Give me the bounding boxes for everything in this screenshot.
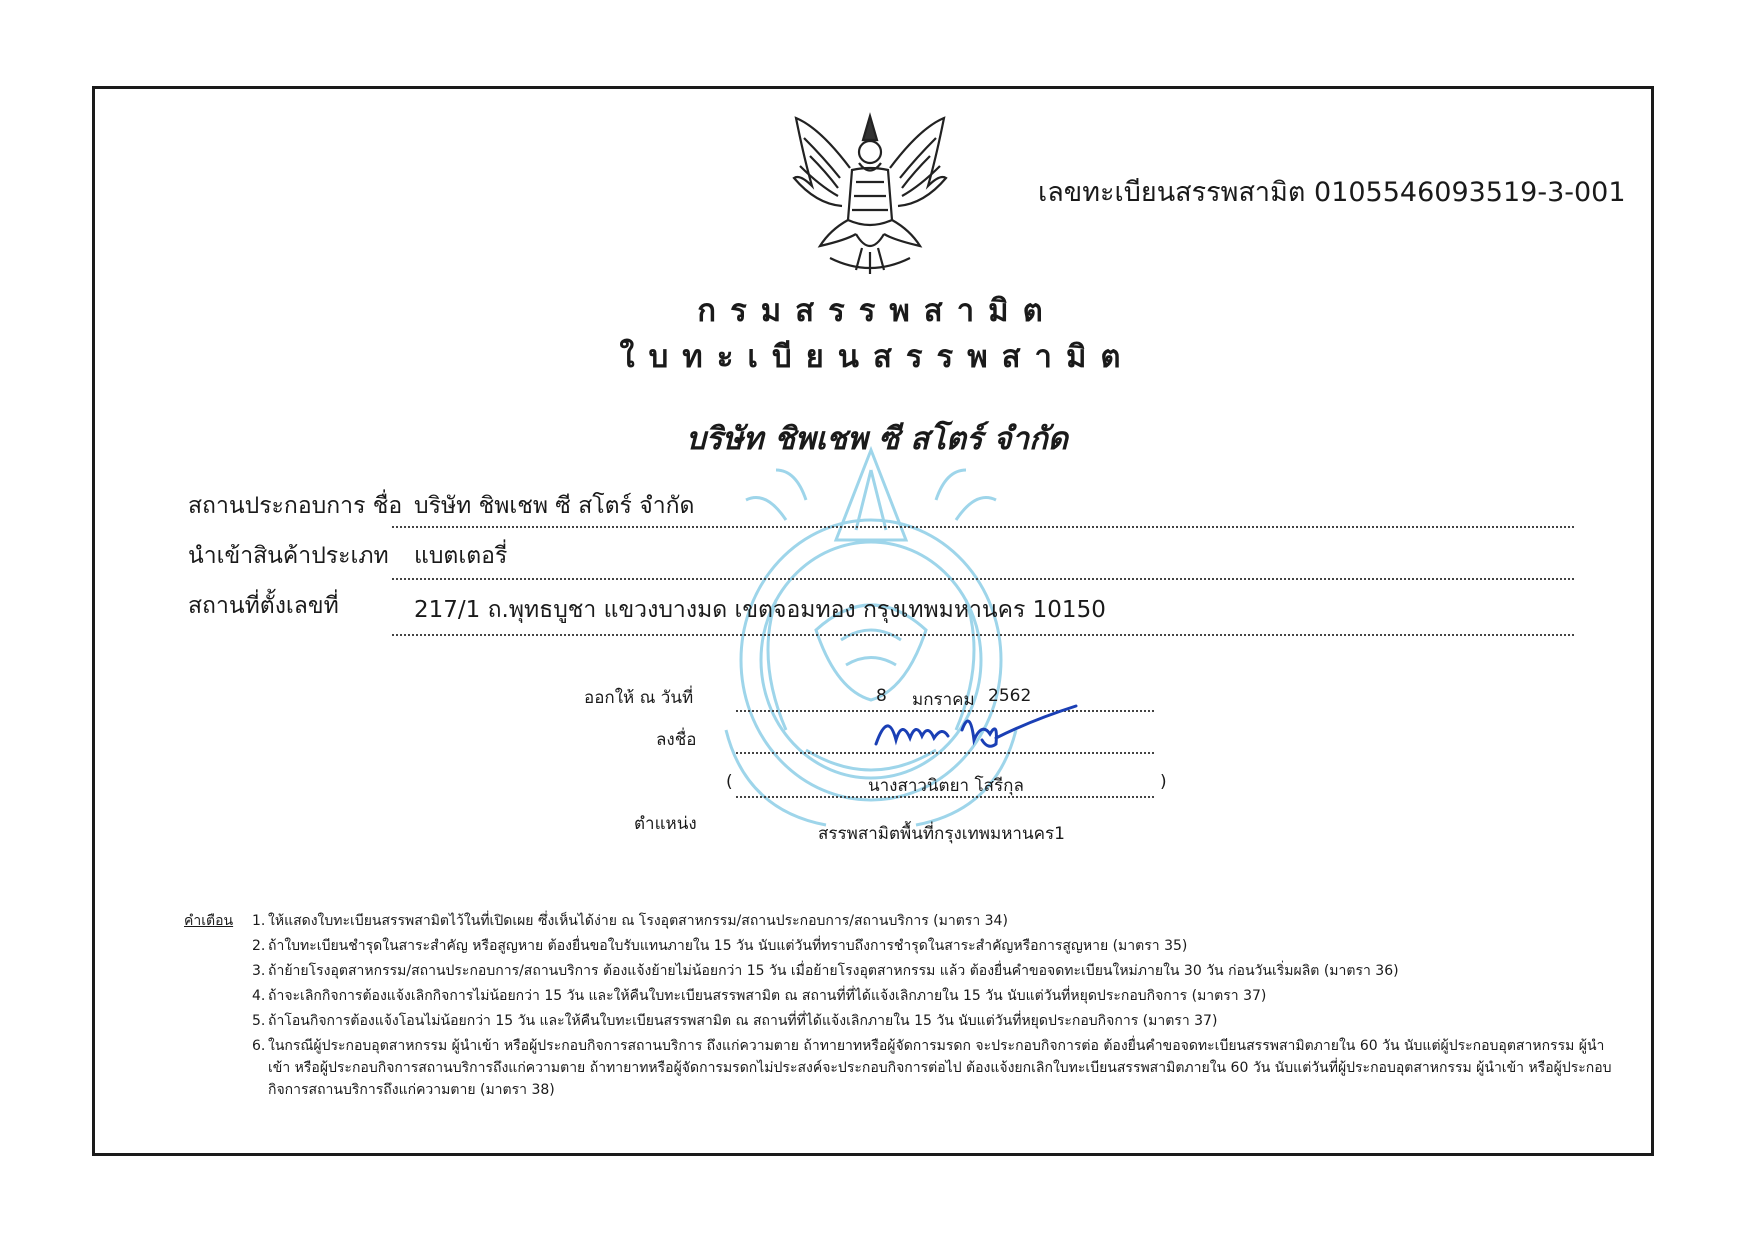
warning-number: 2. [252, 938, 266, 954]
issue-date-label: ออกให้ ณ วันที่ [584, 688, 694, 708]
issue-year: 2562 [988, 686, 1032, 706]
signer-close-paren: ) [1160, 772, 1167, 792]
position-label: ตำแหน่ง [634, 814, 697, 834]
issue-day: 8 [876, 686, 887, 706]
field-value-import-type: แบตเตอรี่ [414, 543, 508, 569]
warning-text: ถ้าใบทะเบียนชำรุดในสาระสำคัญ หรือสูญหาย ต้องยื่นขอใบรับแทนภายใน 15 วัน นับแต่วันที่ทราบถึงการชำรุดในสาระสำคัญหรือการสูญหาย (มาตรา 35) [268, 938, 1188, 954]
warnings-list [252, 910, 1622, 1104]
field-value-establishment: บริษัท ชิพเชพ ซี สโตร์ จำกัด [414, 493, 695, 519]
name-underline [736, 796, 1154, 798]
signature-underline [736, 752, 1154, 754]
warning-item [252, 960, 1622, 982]
warning-item [252, 985, 1622, 1007]
registration-number: เลขทะเบียนสรรพสามิต 0105546093519-3-001 [1038, 177, 1626, 208]
warnings-heading: คำเตือน [184, 913, 234, 929]
warning-text: ถ้าจะเลิกกิจการต้องแจ้งเลิกกิจการไม่น้อยกว่า 15 วัน และให้คืนใบทะเบียนสรรพสามิต ณ สถานที่ที่ได้แจ้งเลิกภายใน 15 วัน นับแต่วันที่หยุดประกอบกิจการ (มาตรา 37) [268, 988, 1267, 1004]
field-label-establishment: สถานประกอบการ ชื่อ [188, 493, 403, 519]
issue-month: มกราคม [912, 690, 975, 710]
warning-number: 4. [252, 988, 266, 1004]
company-heading: บริษัท ชิพเชพ ซี สโตร์ จำกัด [686, 421, 1068, 457]
signer-name: นางสาวนิตยา โสรีกุล [868, 776, 1024, 796]
warning-text: ถ้าย้ายโรงอุตสาหกรรม/สถานประกอบการ/สถานบริการ ต้องแจ้งย้ายไม่น้อยกว่า 15 วัน เมื่อย้ายโรงอุตสาหกรรม แล้ว ต้องยื่นคำขอจดทะเบียนใหม่ภายใน 30 วัน ก่อนวันเริ่มผลิต (มาตรา 36) [268, 963, 1399, 979]
signature-icon [862, 700, 1092, 760]
field-value-address: 217/1 ถ.พุทธบูชา แขวงบางมด เขตจอมทอง กรุงเทพมหานคร 10150 [414, 597, 1106, 623]
field-label-import-type: นำเข้าสินค้าประเภท [188, 543, 389, 569]
warning-item [252, 910, 1622, 932]
warning-text: ให้แสดงใบทะเบียนสรรพสามิตไว้ในที่เปิดเผย ซึ่งเห็นได้ง่าย ณ โรงอุตสาหกรรม/สถานประกอบการ/สถานบริการ (มาตรา 34) [268, 913, 1008, 929]
warning-item [252, 1035, 1622, 1101]
field-underline [392, 578, 1574, 580]
warning-item [252, 1010, 1622, 1032]
position-value: สรรพสามิตพื้นที่กรุงเทพมหานคร1 [818, 824, 1065, 844]
garuda-emblem-icon [790, 108, 950, 278]
warning-number: 1. [252, 913, 266, 929]
warning-item [252, 935, 1622, 957]
department-name: กรมสรรพสามิต [697, 293, 1057, 329]
field-underline [392, 634, 1574, 636]
excise-department-seal-icon [706, 430, 1036, 830]
signer-open-paren: ( [726, 772, 733, 792]
warning-text: ถ้าโอนกิจการต้องแจ้งโอนไม่น้อยกว่า 15 วัน และให้คืนใบทะเบียนสรรพสามิต ณ สถานที่ที่ได้แจ้งเลิกภายใน 15 วัน นับแต่วันที่หยุดประกอบกิจการ (มาตรา 37) [268, 1013, 1218, 1029]
warning-text: ในกรณีผู้ประกอบอุตสาหกรรม ผู้นำเข้า หรือผู้ประกอบกิจการสถานบริการ ถึงแก่ความตาย ถ้าทายาทหรือผู้จัดการมรดก จะประกอบกิจการต่อ ต้องยื่นคำขอจดทะเบียนสรรพสามิตภายใน 60 วัน นับแต่ผู้ประกอบอุตสาหกรรม ผู้นำเข้า หรือผู้ประกอบกิจการสถานบริการถึงแก่ความตาย ถ้าทายาทหรือผู้จัดการมรดกไม่ประสงค์จะประกอบกิจการต่อไป ต้องแจ้งยกเลิกใบทะเบียนสรรพสามิตภายใน 60 วัน นับแต่วันที่ผู้ประกอบอุตสาหกรรม ผู้นำเข้า หรือผู้ประกอบกิจการสถานบริการถึงแก่ความตาย (มาตรา 38) [268, 1038, 1612, 1098]
warning-number: 5. [252, 1013, 266, 1029]
field-underline [392, 526, 1574, 528]
warning-number: 6. [252, 1038, 266, 1054]
warning-number: 3. [252, 963, 266, 979]
field-label-address: สถานที่ตั้งเลขที่ [188, 593, 339, 619]
certificate-title: ใบทะเบียนสรรพสามิต [619, 339, 1135, 375]
sign-label: ลงชื่อ [656, 730, 697, 750]
